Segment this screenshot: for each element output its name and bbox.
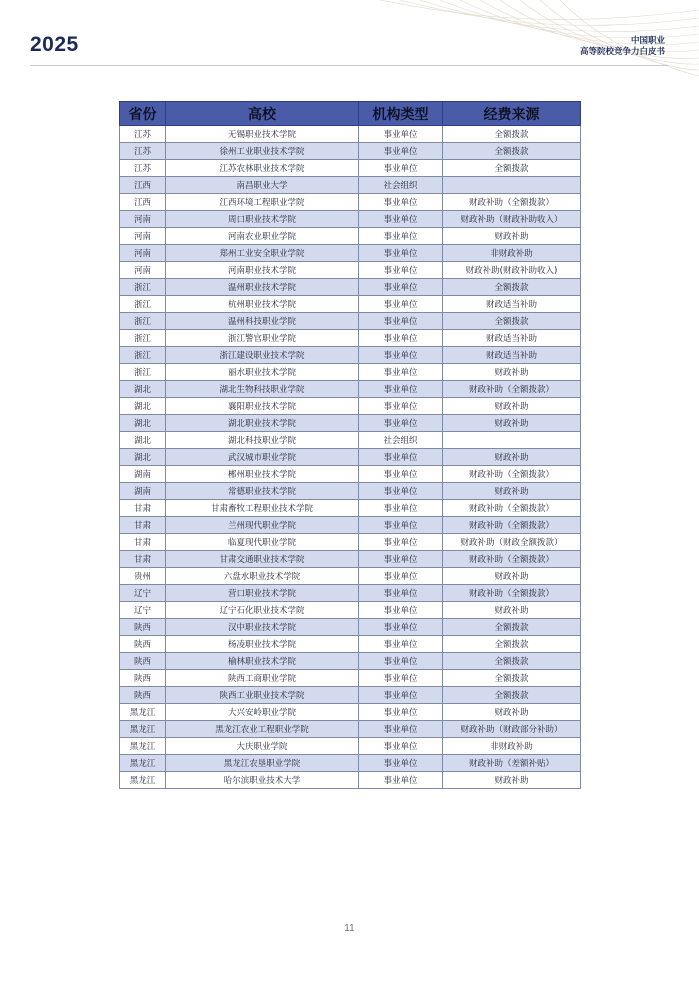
institution-type-cell: 事业单位 [359, 517, 443, 534]
university-cell: 江西环境工程职业学院 [166, 194, 359, 211]
column-header-funding-source: 经费来源 [443, 102, 581, 126]
institution-type-cell: 事业单位 [359, 381, 443, 398]
institution-type-cell: 事业单位 [359, 347, 443, 364]
funding-source-cell: 财政补助（全额拨款） [443, 381, 581, 398]
institution-type-cell: 事业单位 [359, 415, 443, 432]
table-row [120, 313, 581, 330]
funding-source-cell: 非财政补助 [443, 245, 581, 262]
institution-type-cell: 事业单位 [359, 143, 443, 160]
funding-source-cell: 财政补助（全额拨款） [443, 466, 581, 483]
university-cell: 郑州工业安全职业学院 [166, 245, 359, 262]
table-row [120, 262, 581, 279]
funding-source-cell: 全额拨款 [443, 313, 581, 330]
institution-type-cell: 事业单位 [359, 296, 443, 313]
funding-source-cell: 财政补助（财政补助收入） [443, 211, 581, 228]
column-header-institution-type: 机构类型 [359, 102, 443, 126]
university-cell: 黑龙江农业工程职业学院 [166, 721, 359, 738]
table-row [120, 755, 581, 772]
institution-type-cell: 事业单位 [359, 551, 443, 568]
institution-type-cell: 事业单位 [359, 704, 443, 721]
institution-type-cell: 事业单位 [359, 653, 443, 670]
university-cell: 浙江警官职业学院 [166, 330, 359, 347]
column-header-university: 高校 [166, 102, 359, 126]
header-divider [30, 65, 668, 66]
funding-source-cell: 财政补助 [443, 364, 581, 381]
institution-type-cell: 事业单位 [359, 449, 443, 466]
university-cell: 襄阳职业技术学院 [166, 398, 359, 415]
province-cell: 湖北 [120, 432, 166, 449]
funding-source-cell: 财政补助 [443, 398, 581, 415]
table-row [120, 687, 581, 704]
column-header-province: 省份 [120, 102, 166, 126]
report-brand [580, 36, 665, 58]
institution-type-cell: 事业单位 [359, 466, 443, 483]
province-cell: 辽宁 [120, 585, 166, 602]
institution-type-cell: 事业单位 [359, 160, 443, 177]
province-cell: 黑龙江 [120, 755, 166, 772]
province-cell: 湖北 [120, 415, 166, 432]
institution-type-cell: 事业单位 [359, 568, 443, 585]
university-cell: 临夏现代职业学院 [166, 534, 359, 551]
table-row [120, 177, 581, 194]
funding-source-cell: 全额拨款 [443, 653, 581, 670]
table-row [120, 738, 581, 755]
university-cell: 大兴安岭职业学院 [166, 704, 359, 721]
university-cell: 武汉城市职业学院 [166, 449, 359, 466]
brand-line-1: 中国职业 [630, 36, 665, 46]
university-cell: 江苏农林职业技术学院 [166, 160, 359, 177]
table-row [120, 704, 581, 721]
institution-type-cell: 事业单位 [359, 755, 443, 772]
university-cell: 营口职业技术学院 [166, 585, 359, 602]
funding-source-cell: 全额拨款 [443, 160, 581, 177]
institution-type-cell: 事业单位 [359, 398, 443, 415]
funding-source-cell: 财政补助 [443, 602, 581, 619]
institution-type-cell: 事业单位 [359, 687, 443, 704]
province-cell: 浙江 [120, 313, 166, 330]
province-cell: 黑龙江 [120, 704, 166, 721]
university-cell: 温州职业技术学院 [166, 279, 359, 296]
university-cell: 甘肃畜牧工程职业技术学院 [166, 500, 359, 517]
province-cell: 浙江 [120, 279, 166, 296]
province-cell: 河南 [120, 228, 166, 245]
table-row [120, 381, 581, 398]
table-row [120, 296, 581, 313]
table-row [120, 551, 581, 568]
province-cell: 江西 [120, 194, 166, 211]
university-cell: 六盘水职业技术学院 [166, 568, 359, 585]
university-cell: 汉中职业技术学院 [166, 619, 359, 636]
university-cell: 常德职业技术学院 [166, 483, 359, 500]
province-cell: 湖北 [120, 449, 166, 466]
table-row [120, 602, 581, 619]
institution-type-cell: 事业单位 [359, 483, 443, 500]
institution-type-cell: 事业单位 [359, 330, 443, 347]
institution-type-cell: 事业单位 [359, 313, 443, 330]
funding-source-cell: 财政补助（全额拨款） [443, 585, 581, 602]
table-row [120, 194, 581, 211]
province-cell: 河南 [120, 245, 166, 262]
province-cell: 江苏 [120, 126, 166, 143]
table-header-row [120, 102, 581, 126]
province-cell: 湖北 [120, 398, 166, 415]
funding-source-cell: 全额拨款 [443, 126, 581, 143]
funding-source-cell: 全额拨款 [443, 670, 581, 687]
province-cell: 陕西 [120, 636, 166, 653]
funding-source-cell: 非财政补助 [443, 738, 581, 755]
university-funding-table [119, 101, 581, 789]
table-row [120, 415, 581, 432]
funding-source-cell: 财政补助 [443, 772, 581, 789]
table-row [120, 432, 581, 449]
institution-type-cell: 事业单位 [359, 364, 443, 381]
funding-source-cell: 财政补助 [443, 483, 581, 500]
university-cell: 无锡职业技术学院 [166, 126, 359, 143]
funding-source-cell: 全额拨款 [443, 636, 581, 653]
funding-source-cell: 全额拨款 [443, 619, 581, 636]
funding-source-cell: 全额拨款 [443, 687, 581, 704]
funding-source-cell: 财政补助 [443, 449, 581, 466]
table-row [120, 483, 581, 500]
province-cell: 陕西 [120, 619, 166, 636]
province-cell: 河南 [120, 262, 166, 279]
institution-type-cell: 事业单位 [359, 602, 443, 619]
university-cell: 湖北生物科技职业学院 [166, 381, 359, 398]
table-row [120, 126, 581, 143]
institution-type-cell: 事业单位 [359, 126, 443, 143]
province-cell: 陕西 [120, 653, 166, 670]
university-cell: 郴州职业技术学院 [166, 466, 359, 483]
funding-source-cell: 财政补助 [443, 415, 581, 432]
university-cell: 徐州工业职业技术学院 [166, 143, 359, 160]
table-row [120, 347, 581, 364]
institution-type-cell: 事业单位 [359, 245, 443, 262]
institution-type-cell: 事业单位 [359, 279, 443, 296]
funding-source-cell: 财政适当补助 [443, 296, 581, 313]
funding-source-cell: 财政补助（差额补贴） [443, 755, 581, 772]
table-row [120, 585, 581, 602]
table-row [120, 619, 581, 636]
table-row [120, 636, 581, 653]
table-row [120, 398, 581, 415]
province-cell: 甘肃 [120, 500, 166, 517]
province-cell: 贵州 [120, 568, 166, 585]
university-cell: 湖北科技职业学院 [166, 432, 359, 449]
university-cell: 温州科技职业学院 [166, 313, 359, 330]
table-row [120, 245, 581, 262]
province-cell: 黑龙江 [120, 721, 166, 738]
institution-type-cell: 事业单位 [359, 500, 443, 517]
table-row [120, 160, 581, 177]
province-cell: 江苏 [120, 160, 166, 177]
university-cell: 河南农业职业学院 [166, 228, 359, 245]
institution-type-cell: 事业单位 [359, 670, 443, 687]
funding-source-cell: 财政适当补助 [443, 347, 581, 364]
province-cell: 甘肃 [120, 534, 166, 551]
table-row [120, 279, 581, 296]
funding-source-cell: 财政适当补助 [443, 330, 581, 347]
province-cell: 湖南 [120, 466, 166, 483]
funding-source-cell: 财政补助（全额拨款） [443, 194, 581, 211]
province-cell: 江苏 [120, 143, 166, 160]
province-cell: 湖南 [120, 483, 166, 500]
institution-type-cell: 事业单位 [359, 585, 443, 602]
university-cell: 南昌职业大学 [166, 177, 359, 194]
table-row [120, 517, 581, 534]
funding-source-cell [443, 177, 581, 194]
province-cell: 浙江 [120, 296, 166, 313]
institution-type-cell: 事业单位 [359, 772, 443, 789]
funding-source-cell: 全额拨款 [443, 143, 581, 160]
province-cell: 湖北 [120, 381, 166, 398]
brand-line-2: 高等院校竞争力白皮书 [579, 47, 665, 57]
funding-source-cell: 财政补助 [443, 704, 581, 721]
table-row [120, 330, 581, 347]
province-cell: 河南 [120, 211, 166, 228]
university-cell: 杨凌职业技术学院 [166, 636, 359, 653]
table-row [120, 143, 581, 160]
table-row [120, 772, 581, 789]
institution-type-cell: 事业单位 [359, 194, 443, 211]
province-cell: 甘肃 [120, 517, 166, 534]
institution-type-cell: 事业单位 [359, 738, 443, 755]
institution-type-cell: 事业单位 [359, 721, 443, 738]
table-row [120, 670, 581, 687]
institution-type-cell: 事业单位 [359, 636, 443, 653]
institution-type-cell: 事业单位 [359, 211, 443, 228]
university-cell: 浙江建设职业技术学院 [166, 347, 359, 364]
table-row [120, 211, 581, 228]
university-cell: 河南职业技术学院 [166, 262, 359, 279]
institution-type-cell: 事业单位 [359, 228, 443, 245]
province-cell: 江西 [120, 177, 166, 194]
university-cell: 榆林职业技术学院 [166, 653, 359, 670]
table-row [120, 449, 581, 466]
funding-source-cell: 财政补助(财政补助收入) [443, 262, 581, 279]
table-row [120, 721, 581, 738]
university-cell: 周口职业技术学院 [166, 211, 359, 228]
province-cell: 辽宁 [120, 602, 166, 619]
funding-source-cell: 财政补助（全额拨款） [443, 500, 581, 517]
university-cell: 甘肃交通职业技术学院 [166, 551, 359, 568]
province-cell: 甘肃 [120, 551, 166, 568]
table-row [120, 568, 581, 585]
province-cell: 浙江 [120, 364, 166, 381]
table-row [120, 228, 581, 245]
university-cell: 丽水职业技术学院 [166, 364, 359, 381]
institution-type-cell: 事业单位 [359, 262, 443, 279]
funding-source-cell: 财政补助 [443, 228, 581, 245]
university-cell: 兰州现代职业学院 [166, 517, 359, 534]
province-cell: 浙江 [120, 330, 166, 347]
university-cell: 陕西工商职业学院 [166, 670, 359, 687]
table-row [120, 466, 581, 483]
report-year: 2025 [30, 33, 79, 56]
funding-source-cell: 财政补助（全额拨款） [443, 517, 581, 534]
funding-source-cell [443, 432, 581, 449]
table-body [120, 126, 581, 789]
university-cell: 黑龙江农垦职业学院 [166, 755, 359, 772]
university-cell: 杭州职业技术学院 [166, 296, 359, 313]
institution-type-cell: 社会组织 [359, 177, 443, 194]
university-cell: 大庆职业学院 [166, 738, 359, 755]
university-cell: 陕西工业职业技术学院 [166, 687, 359, 704]
table-row [120, 364, 581, 381]
table-row [120, 653, 581, 670]
page-number: 11 [344, 923, 355, 934]
funding-source-cell: 财政补助 [443, 568, 581, 585]
table-row [120, 500, 581, 517]
funding-source-cell: 财政补助（全额拨款） [443, 551, 581, 568]
institution-type-cell: 社会组织 [359, 432, 443, 449]
funding-source-cell: 财政补助（财政全额拨款） [443, 534, 581, 551]
province-cell: 黑龙江 [120, 772, 166, 789]
university-cell: 湖北职业技术学院 [166, 415, 359, 432]
institution-type-cell: 事业单位 [359, 619, 443, 636]
province-cell: 陕西 [120, 670, 166, 687]
funding-source-cell: 全额拨款 [443, 279, 581, 296]
university-cell: 哈尔滨职业技术大学 [166, 772, 359, 789]
province-cell: 浙江 [120, 347, 166, 364]
institution-type-cell: 事业单位 [359, 534, 443, 551]
province-cell: 陕西 [120, 687, 166, 704]
province-cell: 黑龙江 [120, 738, 166, 755]
university-cell: 辽宁石化职业技术学院 [166, 602, 359, 619]
table-row [120, 534, 581, 551]
funding-source-cell: 财政补助（财政部分补助） [443, 721, 581, 738]
